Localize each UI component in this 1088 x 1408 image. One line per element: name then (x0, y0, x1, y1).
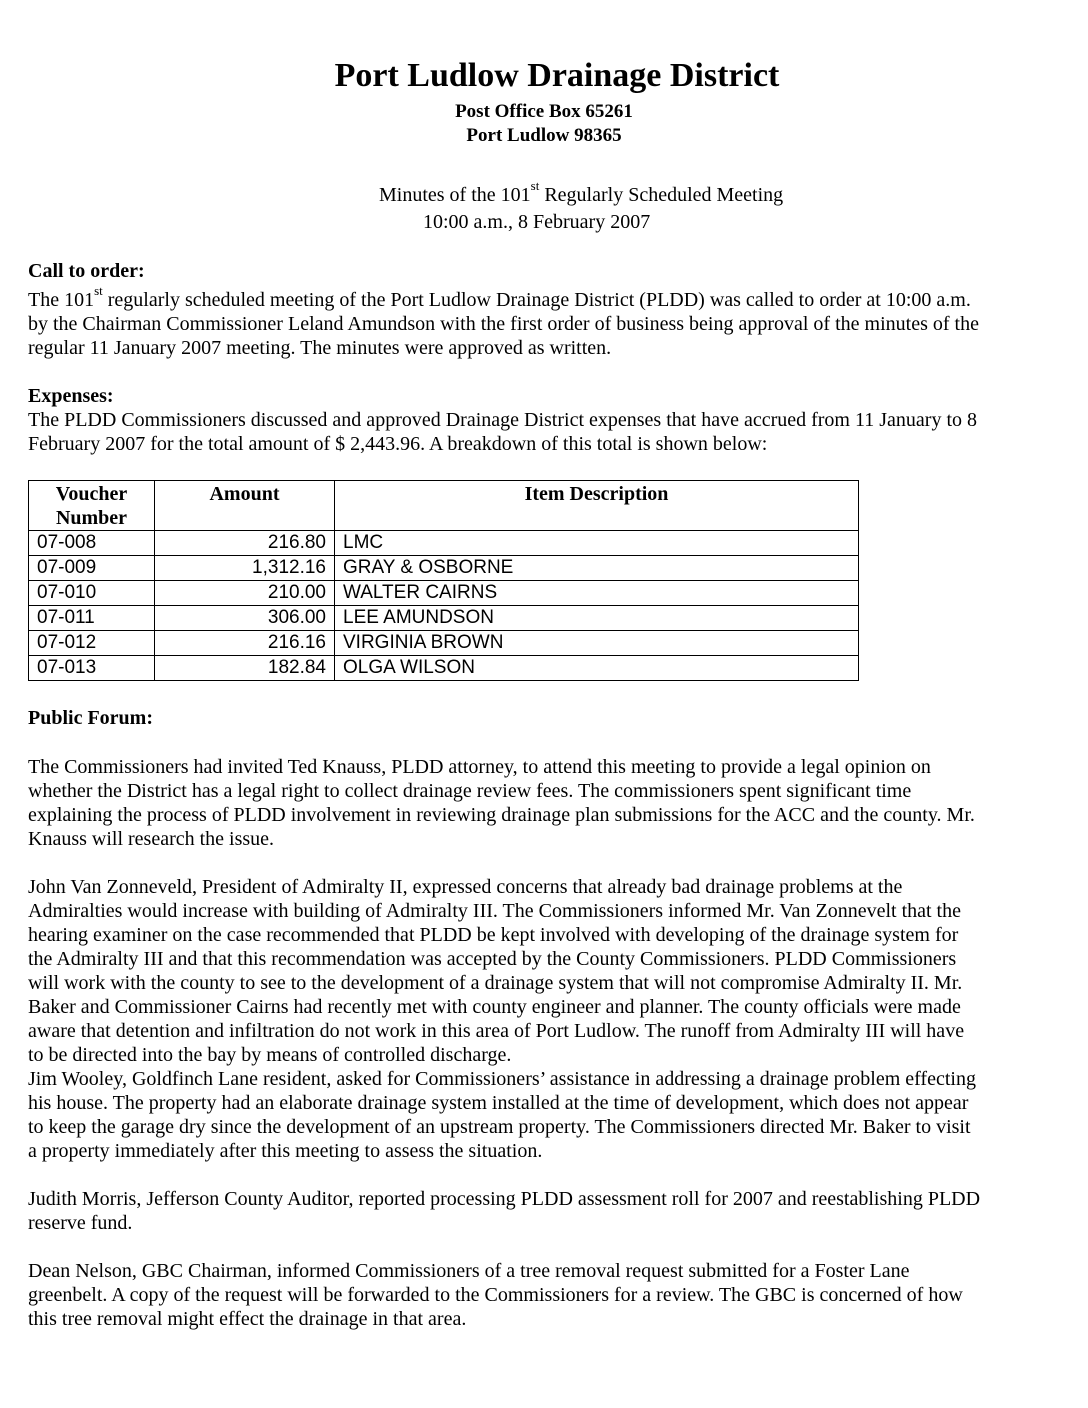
amount-cell: 182.84 (155, 656, 335, 681)
forum-paragraph-line: Judith Morris, Jefferson County Auditor, reported processing PLDD assessment roll for 2007 and reestablishing PLDD (28, 1188, 981, 1210)
forum-paragraph-line: greenbelt. A copy of the request will be forwarded to the Commissioners for a review. The GBC is concerned of how (28, 1284, 963, 1306)
forum-paragraph-line: this tree removal might effect the drainage in that area. (28, 1308, 467, 1330)
amount-cell: 216.16 (155, 631, 335, 656)
item-description-column-header: Item Description (335, 481, 859, 531)
forum-paragraph-line: hearing examiner on the case recommended that PLDD be kept involved with developing of the drainage system for (28, 924, 959, 946)
minutes-subtitle (379, 178, 784, 208)
voucher-number-cell: 07-013 (29, 656, 155, 681)
forum-paragraph-line: whether the District has a legal right to collect drainage review fees. The commissioners spent significant time (28, 780, 912, 802)
table-row (29, 656, 859, 681)
amount-cell: 210.00 (155, 581, 335, 606)
voucher-header-line1: Voucher (55, 483, 128, 505)
expenses-line: February 2007 for the total amount of $ 2,443.96. A breakdown of this total is shown below: (28, 433, 768, 455)
item-description-cell: OLGA WILSON (335, 656, 859, 681)
voucher-number-column-header (29, 481, 155, 531)
address-po-box: Post Office Box 65261 (455, 101, 633, 122)
item-description-cell: LEE AMUNDSON (335, 606, 859, 631)
voucher-number-cell: 07-009 (29, 556, 155, 581)
minutes-suffix: Regularly Scheduled Meeting (539, 184, 784, 206)
forum-paragraph-line: Baker and Commissioner Cairns had recently met with county engineer and planner. The county officials were made (28, 996, 961, 1018)
forum-paragraph-line: reserve fund. (28, 1212, 133, 1234)
item-description-cell: LMC (335, 531, 859, 556)
voucher-number-cell: 07-012 (29, 631, 155, 656)
amount-cell: 1,312.16 (155, 556, 335, 581)
expenses-heading: Expenses: (28, 385, 114, 407)
expenses-table (28, 480, 859, 681)
expenses-table-header-row (29, 481, 859, 531)
public-forum-heading: Public Forum: (28, 707, 153, 729)
forum-paragraph-line: to be directed into the bay by means of controlled discharge. (28, 1044, 512, 1066)
address-city-zip: Port Ludlow 98365 (466, 125, 622, 146)
call-to-order-line: regular 11 January 2007 meeting. The minutes were approved as written. (28, 337, 612, 359)
forum-paragraph-line: will work with the county to see to the development of a drainage system that will not compromise Admiralty II. Mr. (28, 972, 963, 994)
forum-paragraph-line: a property immediately after this meeting to assess the situation. (28, 1140, 543, 1162)
voucher-number-cell: 07-010 (29, 581, 155, 606)
amount-column-header: Amount (155, 481, 335, 531)
amount-cell: 216.80 (155, 531, 335, 556)
voucher-header-line2: Number (55, 507, 128, 529)
forum-paragraph-line: Knauss will research the issue. (28, 828, 275, 850)
item-description-cell: WALTER CAIRNS (335, 581, 859, 606)
document-title: Port Ludlow Drainage District (334, 57, 780, 94)
call-to-order-line (28, 283, 971, 312)
table-row (29, 606, 859, 631)
forum-paragraph-line: his house. The property had an elaborate drainage system installed at the time of development, which does not appear (28, 1092, 969, 1114)
forum-paragraph-line: aware that detention and infiltration do not work in this area of Port Ludlow. The runoff from Admiralty III will have (28, 1020, 965, 1042)
forum-paragraph-line: explaining the process of PLDD involvement in reviewing drainage plan submissions for the ACC and the county. Mr. (28, 804, 975, 826)
item-description-cell: GRAY & OSBORNE (335, 556, 859, 581)
forum-paragraph-line: Admiralties would increase with building of Admiralty III. The Commissioners informed Mr. Van Zonnevelt that the (28, 900, 961, 922)
forum-paragraph-line: John Van Zonneveld, President of Admiralty II, expressed concerns that already bad drainage problems at the (28, 876, 903, 898)
forum-paragraph-line: Jim Wooley, Goldfinch Lane resident, asked for Commissioners’ assistance in addressing a drainage problem effecting (28, 1068, 976, 1090)
forum-paragraph-line: to keep the garage dry since the development of an upstream property. The Commissioners directed Mr. Baker to visit (28, 1116, 971, 1138)
minutes-ordinal-suffix: st (530, 178, 540, 194)
forum-paragraph-line: the Admiralty III and that this recommendation was accepted by the County Commissioners. PLDD Commissioners (28, 948, 957, 970)
expenses-line: The PLDD Commissioners discussed and approved Drainage District expenses that have accrued from 11 January to 8 (28, 409, 978, 431)
amount-cell: 306.00 (155, 606, 335, 631)
call-to-order-line: by the Chairman Commissioner Leland Amundson with the first order of business being approval of the minutes of the (28, 313, 979, 335)
call-to-order-ordinal-suffix: st (94, 283, 103, 299)
call-to-order-suffix: regularly scheduled meeting of the Port Ludlow Drainage District (PLDD) was called to order at 10:00 a.m. (102, 289, 971, 311)
table-row (29, 531, 859, 556)
forum-paragraph-line: Dean Nelson, GBC Chairman, informed Commissioners of a tree removal request submitted for a Foster Lane (28, 1260, 910, 1282)
meeting-datetime: 10:00 a.m., 8 February 2007 (423, 211, 651, 233)
forum-paragraph-line: The Commissioners had invited Ted Knauss, PLDD attorney, to attend this meeting to provide a legal opinion on (28, 756, 931, 778)
call-to-order-prefix: The 101 (28, 289, 95, 311)
call-to-order-heading: Call to order: (28, 260, 145, 282)
table-row (29, 631, 859, 656)
voucher-number-cell: 07-008 (29, 531, 155, 556)
table-row (29, 556, 859, 581)
minutes-prefix: Minutes of the 101 (379, 184, 531, 206)
voucher-number-cell: 07-011 (29, 606, 155, 631)
item-description-cell: VIRGINIA BROWN (335, 631, 859, 656)
table-row (29, 581, 859, 606)
